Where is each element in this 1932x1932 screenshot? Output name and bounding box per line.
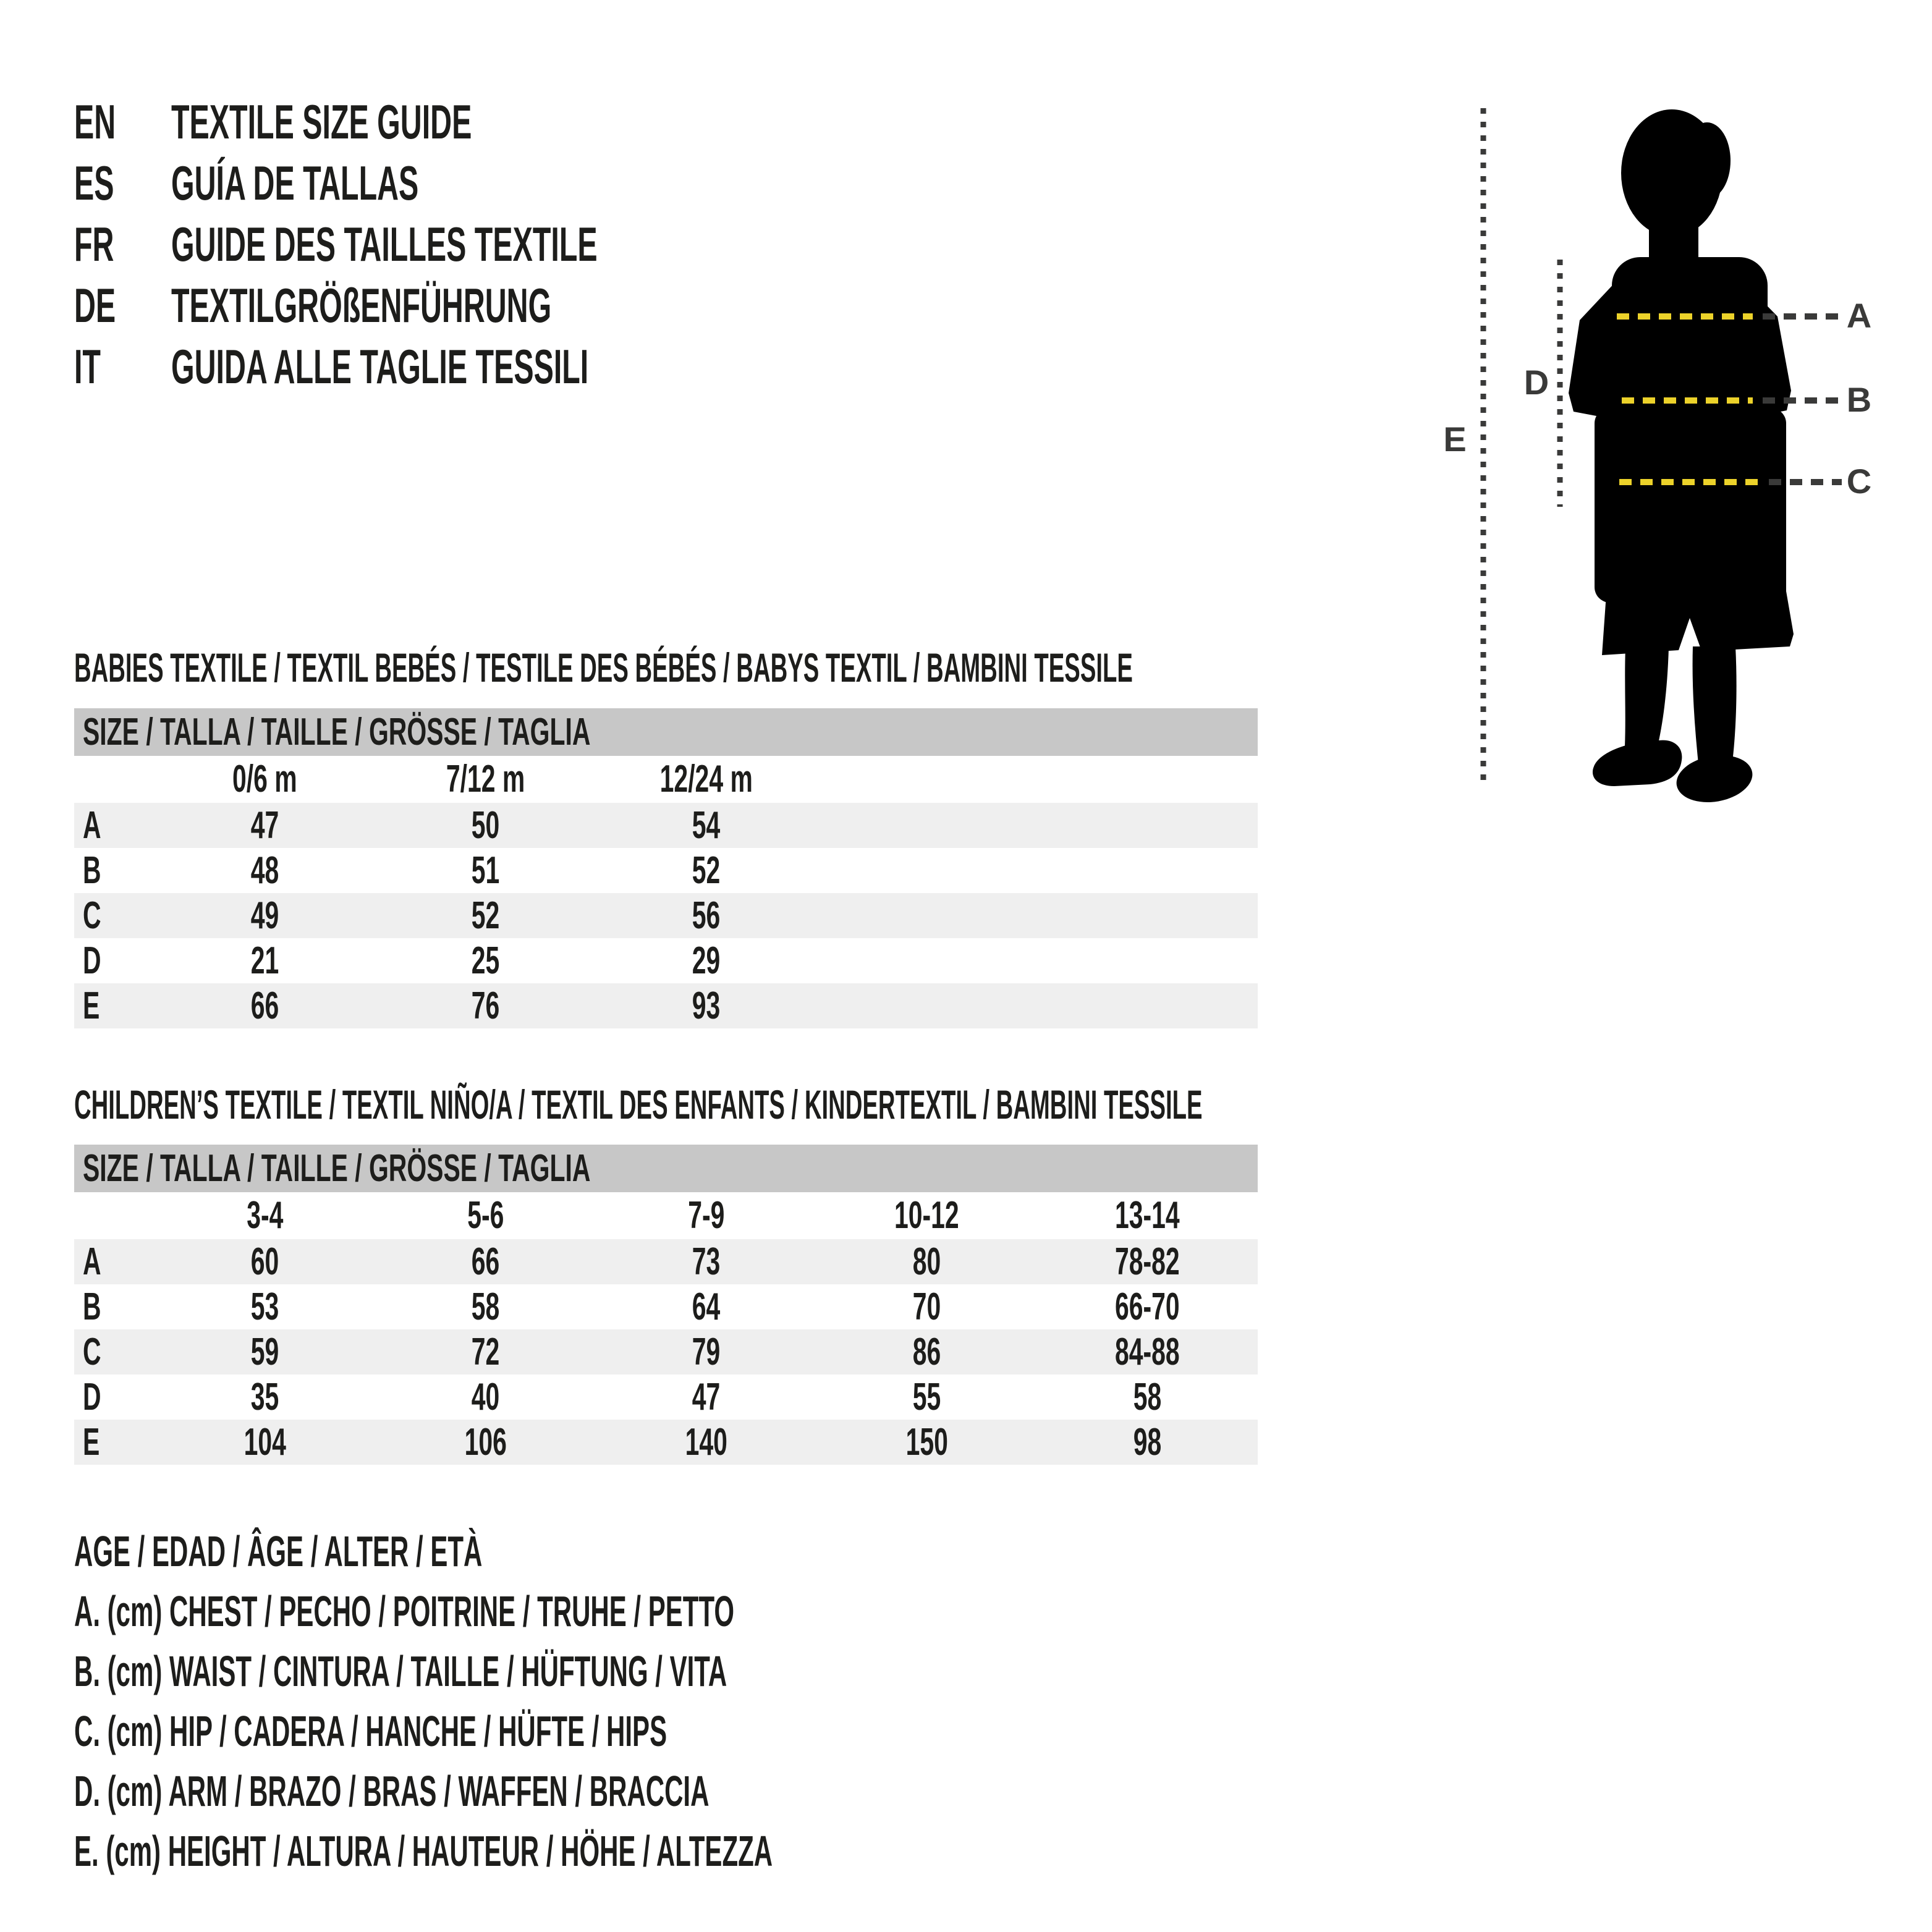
figure-label-a: A bbox=[1846, 296, 1872, 335]
language-row bbox=[74, 153, 858, 214]
column-headers bbox=[74, 1192, 1258, 1239]
value-cell: 98 bbox=[1133, 1421, 1162, 1464]
row-label: E bbox=[83, 985, 100, 1027]
table-row bbox=[74, 803, 1258, 848]
language-code: DE bbox=[74, 278, 116, 333]
language-row bbox=[74, 275, 858, 336]
row-label: C bbox=[83, 1331, 101, 1373]
children-size-table bbox=[74, 1145, 1258, 1465]
figure-label-b: B bbox=[1846, 380, 1872, 419]
value-cell: 150 bbox=[905, 1421, 948, 1464]
empty-cell bbox=[816, 893, 1037, 938]
column-header: 0/6 m bbox=[232, 758, 297, 800]
row-label: D bbox=[83, 939, 101, 982]
empty-cell bbox=[816, 848, 1037, 893]
language-title: GUÍA DE TALLAS bbox=[171, 156, 419, 210]
value-cell: 93 bbox=[692, 985, 721, 1027]
value-cell: 104 bbox=[244, 1421, 286, 1464]
value-cell: 29 bbox=[692, 939, 721, 982]
column-header: 3-4 bbox=[246, 1194, 284, 1237]
value-cell: 59 bbox=[250, 1331, 279, 1373]
column-headers bbox=[74, 756, 1258, 803]
column-header: 5-6 bbox=[467, 1194, 504, 1237]
row-label: A bbox=[83, 1240, 101, 1283]
row-label: B bbox=[83, 849, 101, 892]
language-title: TEXTILGRÖßENFÜHRUNG bbox=[171, 278, 552, 333]
value-cell: 49 bbox=[250, 894, 279, 937]
language-title: TEXTILE SIZE GUIDE bbox=[171, 95, 472, 149]
language-title-block bbox=[74, 91, 858, 397]
value-cell: 84-88 bbox=[1115, 1331, 1180, 1373]
value-cell: 66 bbox=[250, 985, 279, 1027]
column-header: 10-12 bbox=[894, 1194, 959, 1237]
value-cell: 106 bbox=[464, 1421, 507, 1464]
empty-cell bbox=[74, 756, 155, 803]
empty-cell bbox=[1037, 893, 1258, 938]
value-cell: 56 bbox=[692, 894, 721, 937]
language-row bbox=[74, 214, 858, 275]
empty-cell bbox=[816, 938, 1037, 983]
empty-cell bbox=[1037, 938, 1258, 983]
empty-cell bbox=[816, 756, 1037, 803]
silhouette-left-shoe bbox=[1593, 740, 1682, 786]
row-label: A bbox=[83, 804, 101, 847]
babies-size-table bbox=[74, 708, 1258, 1028]
legend-line: B. (cm) WAIST / CINTURA / TAILLE / HÜFTUNG / VITA bbox=[74, 1647, 727, 1695]
table-row bbox=[74, 1239, 1258, 1284]
table-row bbox=[74, 1420, 1258, 1465]
value-cell: 47 bbox=[250, 804, 279, 847]
children-table-title: CHILDREN’S TEXTILE / TEXTIL NIÑO/A / TEXTIL DES ENFANTS / KINDERTEXTIL / BAMBINI TESSILE bbox=[74, 1082, 1203, 1127]
value-cell: 76 bbox=[471, 985, 500, 1027]
value-cell: 48 bbox=[250, 849, 279, 892]
value-cell: 66-70 bbox=[1115, 1286, 1180, 1328]
table-row bbox=[74, 938, 1258, 983]
empty-cell bbox=[816, 983, 1037, 1028]
size-header: SIZE / TALLA / TAILLE / GRÖSSE / TAGLIA bbox=[74, 1145, 1258, 1192]
silhouette-right-shoe bbox=[1673, 750, 1756, 808]
empty-cell bbox=[74, 1192, 155, 1239]
table-row bbox=[74, 1284, 1258, 1329]
value-cell: 55 bbox=[912, 1376, 941, 1418]
legend-line: E. (cm) HEIGHT / ALTURA / HAUTEUR / HÖHE / ALTEZZA bbox=[74, 1827, 773, 1875]
column-header: 12/24 m bbox=[659, 758, 753, 800]
value-cell: 50 bbox=[471, 804, 500, 847]
value-cell: 80 bbox=[912, 1240, 941, 1283]
language-code: FR bbox=[74, 217, 114, 271]
table-row bbox=[74, 848, 1258, 893]
value-cell: 54 bbox=[692, 804, 721, 847]
value-cell: 40 bbox=[471, 1376, 500, 1418]
row-label: E bbox=[83, 1421, 100, 1464]
table-row bbox=[74, 893, 1258, 938]
legend-line: C. (cm) HIP / CADERA / HANCHE / HÜFTE / HIPS bbox=[74, 1707, 667, 1755]
column-header: 13-14 bbox=[1115, 1194, 1180, 1237]
value-cell: 72 bbox=[471, 1331, 500, 1373]
empty-cell bbox=[1037, 848, 1258, 893]
size-header: SIZE / TALLA / TAILLE / GRÖSSE / TAGLIA bbox=[74, 708, 1258, 756]
row-label: D bbox=[83, 1376, 101, 1418]
column-header: 7/12 m bbox=[446, 758, 525, 800]
figure-label-c: C bbox=[1846, 462, 1872, 501]
silhouette-neck bbox=[1649, 218, 1698, 260]
child-silhouette bbox=[1569, 109, 1794, 808]
language-row bbox=[74, 336, 858, 397]
value-cell: 73 bbox=[692, 1240, 721, 1283]
value-cell: 66 bbox=[471, 1240, 500, 1283]
row-label: C bbox=[83, 894, 101, 937]
measurement-legend bbox=[74, 1522, 1238, 1881]
empty-cell bbox=[1037, 983, 1258, 1028]
empty-cell bbox=[1037, 756, 1258, 803]
empty-cell bbox=[1037, 803, 1258, 848]
value-cell: 79 bbox=[692, 1331, 721, 1373]
language-code: IT bbox=[74, 339, 101, 394]
measurement-diagram bbox=[1409, 74, 1932, 828]
figure-label-d: D bbox=[1523, 363, 1549, 402]
value-cell: 58 bbox=[1133, 1376, 1162, 1418]
value-cell: 35 bbox=[250, 1376, 279, 1418]
value-cell: 52 bbox=[471, 894, 500, 937]
value-cell: 25 bbox=[471, 939, 500, 982]
value-cell: 47 bbox=[692, 1376, 721, 1418]
language-title: GUIDA ALLE TAGLIE TESSILI bbox=[171, 339, 589, 394]
value-cell: 52 bbox=[692, 849, 721, 892]
language-code: EN bbox=[74, 95, 116, 149]
table-row bbox=[74, 1329, 1258, 1375]
language-code: ES bbox=[74, 156, 114, 210]
value-cell: 60 bbox=[250, 1240, 279, 1283]
value-cell: 21 bbox=[250, 939, 279, 982]
column-header: 7-9 bbox=[687, 1194, 725, 1237]
table-row bbox=[74, 1375, 1258, 1420]
table-row bbox=[74, 983, 1258, 1028]
value-cell: 58 bbox=[471, 1286, 500, 1328]
value-cell: 64 bbox=[692, 1286, 721, 1328]
value-cell: 140 bbox=[685, 1421, 727, 1464]
value-cell: 51 bbox=[471, 849, 500, 892]
legend-line: AGE / EDAD / ÂGE / ALTER / ETÀ bbox=[74, 1527, 483, 1575]
language-title: GUIDE DES TAILLES TEXTILE bbox=[171, 217, 598, 271]
legend-line: A. (cm) CHEST / PECHO / POITRINE / TRUHE / PETTO bbox=[74, 1587, 735, 1635]
silhouette-shorts bbox=[1602, 498, 1794, 655]
row-label: B bbox=[83, 1286, 101, 1328]
babies-table-title: BABIES TEXTILE / TEXTIL BEBÉS / TESTILE DES BÉBÉS / BABYS TEXTIL / BAMBINI TESSILE bbox=[74, 645, 1133, 690]
silhouette-hair bbox=[1684, 122, 1731, 199]
legend-line: D. (cm) ARM / BRAZO / BRAS / WAFFEN / BRACCIA bbox=[74, 1767, 710, 1815]
figure-label-e: E bbox=[1443, 420, 1467, 459]
value-cell: 78-82 bbox=[1115, 1240, 1180, 1283]
value-cell: 70 bbox=[912, 1286, 941, 1328]
value-cell: 53 bbox=[250, 1286, 279, 1328]
empty-cell bbox=[816, 803, 1037, 848]
value-cell: 86 bbox=[912, 1331, 941, 1373]
language-row bbox=[74, 91, 858, 153]
